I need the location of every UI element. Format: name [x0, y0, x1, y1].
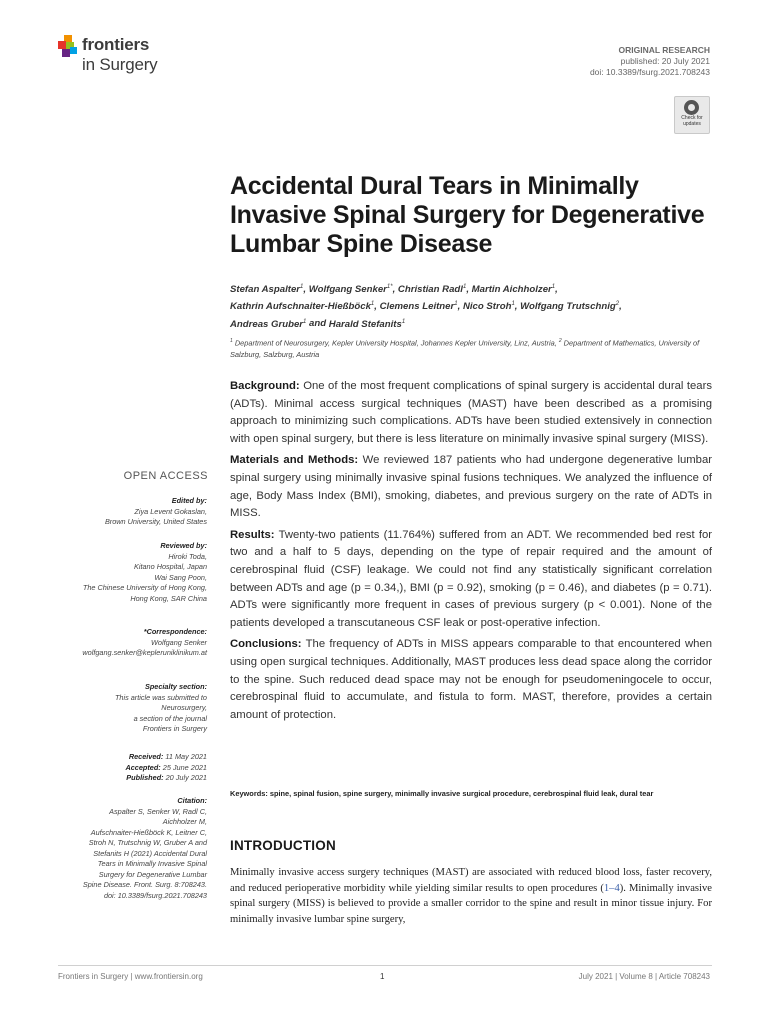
footer-divider	[58, 965, 712, 966]
citation-link[interactable]: 1–4	[603, 882, 620, 894]
abstract	[230, 378, 712, 728]
page-number: 1	[380, 972, 385, 981]
author[interactable]: Andreas Gruber$^1$	[230, 318, 307, 330]
specialty-section: Specialty section: This article was submitted to Neurosurgery, a section of the journal Frontiers in Surgery	[114, 682, 207, 733]
citation-section: Citation: Aspalter S, Senker W, Radl C, Aichholzer M, Aufschnaiter-Hießböck K, Leitner C, Stroh N, Trutschnig W, Gruber A and Stefanits H (2021) Accidental Dural Tears in Minimally Invasive Spinal Surgery for Degenerative Lumbar Spine Disease. Front. Surg. 8:708243. doi: 10.3389/fsurg.2021.708243	[40, 796, 207, 901]
edited-by-section: Edited by: Ziya Levent Gokaslan, Brown University, United States	[104, 496, 207, 526]
reviewed-by-section: Reviewed by: Hiroki Toda, Kitano Hospital, Japan Wai Sang Poon, The Chinese University of Hong Kong, Hong Kong, SAR China	[82, 541, 207, 603]
logo-line-2: in Surgery	[82, 55, 158, 74]
author[interactable]: Kathrin Aufschnaiter-Hießböck$^1$	[230, 301, 375, 313]
author[interactable]: Nico Stroh$^1$	[462, 301, 515, 313]
author[interactable]: Clemens Leitner$^1$	[379, 301, 458, 313]
check-for-updates-button[interactable]	[674, 96, 710, 134]
frontiers-logo-icon	[58, 35, 78, 59]
author[interactable]: Harald Stefanits$^1$	[328, 318, 406, 330]
footer-journal[interactable]: Frontiers in Surgery | www.frontiersin.org	[58, 972, 203, 981]
abstract-background: Background: One of the most frequent complications of spinal surgery is accidental dural tears (ADTs). Minimal access surgical techniques (MAST) have been described as a promising approach to minimizing such complications. ADTs have been studied extensively in connection with open spinal surgery, but there is less literature on minimally invasive spinal surgery (MISS).	[230, 380, 712, 445]
footer-issue: July 2021 | Volume 8 | Article 708243	[578, 972, 710, 981]
check-updates-icon	[684, 100, 699, 115]
abstract-methods: Materials and Methods: We reviewed 187 patients who had undergone degenerative lumbar spinal surgery using minimally invasive spinal fusions techniques. We analyzed the influence of age, Body Mass Index (BMI), smoking, diabetes, and previous surgery on the rate of ADTs in MISS.	[230, 454, 712, 520]
open-access-label: OPEN ACCESS	[123, 470, 208, 482]
article-doi[interactable]: doi: 10.3389/fsurg.2021.708243	[589, 67, 710, 77]
affiliations: $^1$ Department of Neurosurgery, Kepler University Hospital, Johannes Kepler University, Linz, Austria, $^2$ Department of Mathematics, University of Salzburg, Salzburg, Austria	[230, 338, 700, 360]
author-list: Stefan Aspalter$^1$, Wolfgang Senker$^{1*}$, Christian Radl$^1$, Martin Aichholzer$^1$, Kathrin Aufschnaiter-Hießböck$^1$, Clemens Leitner$^1$, Nico Stroh$^1$, Wolfgang Trutschnig$^2$, Andreas Gruber$^1$ and Harald Stefanits$^1$	[230, 284, 622, 330]
author[interactable]: Wolfgang Senker$^{1*}$	[308, 284, 393, 296]
author[interactable]: Stefan Aspalter$^1$	[230, 284, 304, 296]
author[interactable]: Martin Aichholzer$^1$	[471, 284, 556, 296]
author[interactable]: Wolfgang Trutschnig$^2$	[520, 301, 620, 313]
dates-section: Received: 11 May 2021 Accepted: 25 June 2021 Published: 20 July 2021	[125, 752, 207, 782]
correspondence-email[interactable]: wolfgang.senker@kepleruniklinikum.at	[82, 648, 207, 657]
section-heading-introduction: INTRODUCTION	[230, 838, 336, 853]
correspondence-section: *Correspondence: Wolfgang Senker wolfgang.senker@kepleruniklinikum.at	[40, 627, 207, 659]
check-label-1: Check for	[681, 115, 703, 121]
author[interactable]: Christian Radl$^1$	[397, 284, 467, 296]
published-date: published: 20 July 2021	[620, 56, 710, 66]
citation-doi[interactable]: doi: 10.3389/fsurg.2021.708243	[103, 890, 207, 900]
keywords: Keywords: spine, spinal fusion, spine surgery, minimally invasive surgical procedure, cerebrospinal fluid leak, dural tear	[230, 789, 654, 798]
check-label-2: updates	[683, 120, 701, 127]
article-title: Accidental Dural Tears in Minimally Invasive Spinal Surgery for Degenerative Lumbar Spine Disease	[230, 172, 705, 258]
logo-line-1: frontiers	[82, 35, 150, 54]
article-type: ORIGINAL RESEARCH	[618, 45, 710, 55]
journal-logo[interactable]	[58, 33, 188, 83]
abstract-conclusions: Conclusions: The frequency of ADTs in MISS appears comparable to that encountered when using open surgical techniques. Additionally, MAST produces less dead space along the corridor to the spine. Such reduced dead space may not be enough for pseudomeningocele to occur, cerebrospinal fluid to accumulate, and fistula to form. MAST, therefore, provides a certain amount of protection.	[230, 638, 712, 721]
article-meta	[590, 45, 710, 78]
abstract-results: Results: Twenty-two patients (11.764%) suffered from an ADT. We recommended bed rest for two and a half to 5 days, depending on the type of repair required and the amount of cerebrospinal fluid (CSF) leakage. We could not find any statistically significant correlation between ADTs and age (p = 0.34,), BMI (p = 0.92), smoking (p = 0.46), and diabetes (p = 0.71). ADTs were significantly more frequent in cases of previous surgery (p < 0.001). None of the patients developed a transcutaneous CSF leak or post-operative infection.	[230, 528, 712, 629]
introduction-text: Minimally invasive access surgery techniques (MAST) are associated with reduced blood loss, faster recovery, and reduced perioperative morbidity while yielding similar results to open procedures (1–4). Minimally invasive spinal surgery (MISS) is believed to provide a smaller corridor to the spine and result in minor tissue injury. For minimally invasive lumbar spine surgery,	[230, 867, 712, 925]
